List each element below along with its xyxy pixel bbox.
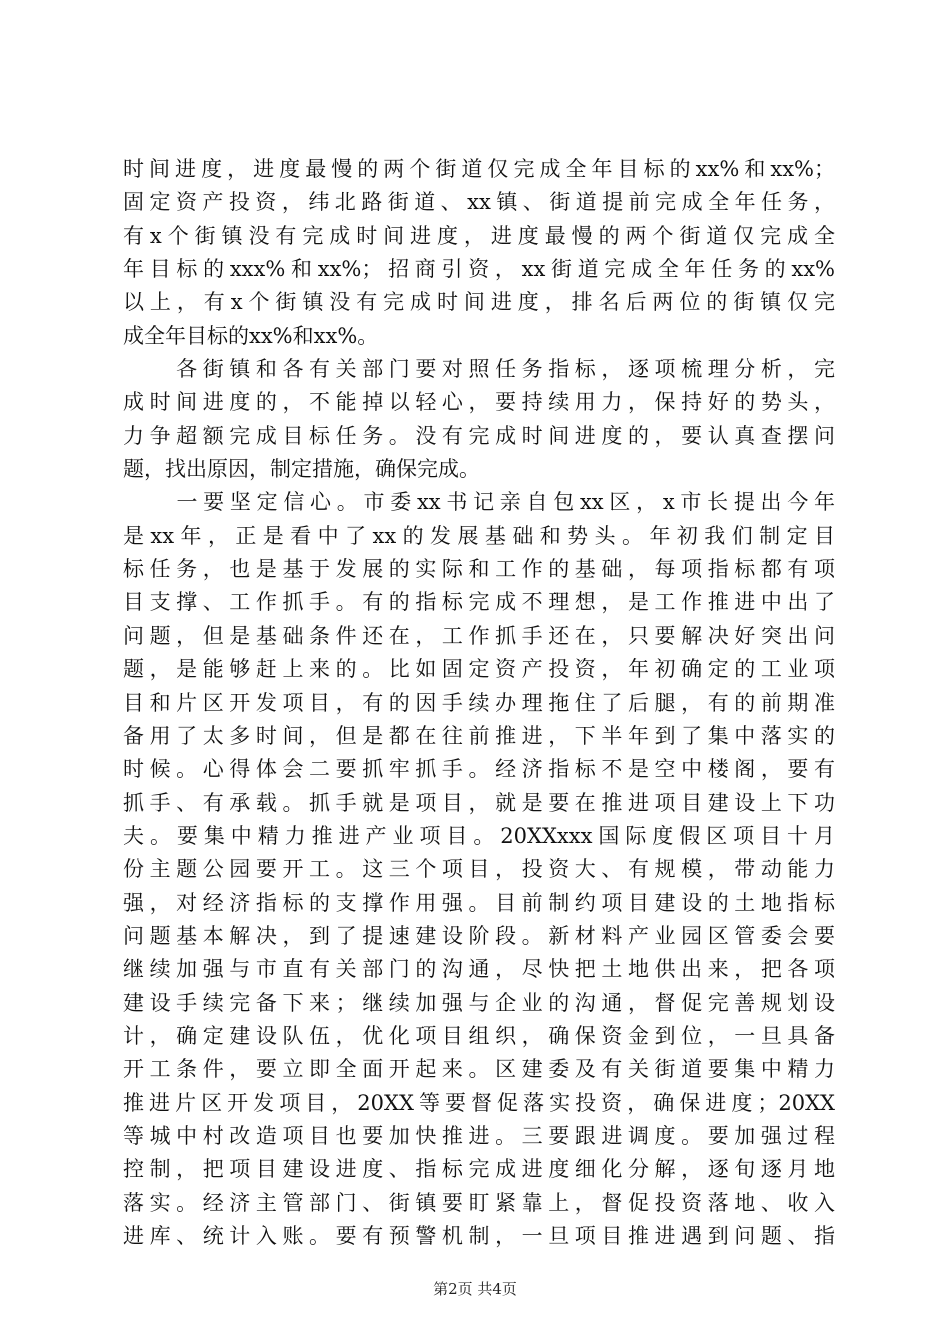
page-footer <box>0 1279 950 1299</box>
text-line: 力争超额完成目标任务。没有完成时间进度的，要认真查摆问 <box>123 423 835 448</box>
text-line: 推进片区开发项目，20XX等要督促落实投资，确保进度；20XX <box>123 1090 835 1115</box>
text-line: 夫。要集中精力推进产业项目。20XXxxx国际度假区项目十月 <box>123 823 835 848</box>
page-number-label: 第2页 共4页 <box>433 1280 517 1298</box>
text-line: 成全年目标的xx%和xx%。 <box>123 323 379 348</box>
text-line: 备用了太多时间，但是都在往前推进，下半年到了集中落实的 <box>123 723 835 748</box>
text-line: 标任务，也是基于发展的实际和工作的基础，每项指标都有项 <box>123 557 835 582</box>
text-line: 题，找出原因，制定措施，确保完成。 <box>123 457 480 482</box>
text-line: 计，确定建设队伍，优化项目组织，确保资金到位，一旦具备 <box>123 1023 835 1048</box>
text-line: 时候。心得体会二要抓牢抓手。经济指标不是空中楼阁，要有 <box>123 757 835 782</box>
text-line: 有x个街镇没有完成时间进度，进度最慢的两个街道仅完成全 <box>123 223 835 248</box>
text-line: 份主题公园要开工。这三个项目，投资大、有规模，带动能力 <box>123 857 835 882</box>
text-line: 各街镇和各有关部门要对照任务指标，逐项梳理分析，完 <box>123 357 835 382</box>
text-line: 建设手续完备下来；继续加强与企业的沟通，督促完善规划设 <box>123 990 835 1015</box>
text-line: 成时间进度的，不能掉以轻心，要持续用力，保持好的势头， <box>123 390 835 415</box>
text-line: 时间进度，进度最慢的两个街道仅完成全年目标的xx%和xx%； <box>123 157 835 181</box>
text-line: 以上，有x个街镇没有完成时间进度，排名后两位的街镇仅完 <box>123 290 835 315</box>
text-line: 问题基本解决，到了提速建设阶段。新材料产业园区管委会要 <box>123 923 835 948</box>
text-line: 落实。经济主管部门、街镇要盯紧靠上，督促投资落地、收入 <box>123 1190 835 1215</box>
text-line: 一要坚定信心。市委xx书记亲自包xx区，x市长提出今年 <box>123 490 835 515</box>
text-line: 固定资产投资，纬北路街道、xx镇、街道提前完成全年任务， <box>123 190 835 215</box>
text-line: 进库、统计入账。要有预警机制，一旦项目推进遇到问题、指 <box>123 1224 835 1248</box>
text-line: 是xx年，正是看中了xx的发展基础和势头。年初我们制定目 <box>123 523 835 548</box>
text-line: 继续加强与市直有关部门的沟通，尽快把土地供出来，把各项 <box>123 957 835 982</box>
text-line: 问题，但是基础条件还在，工作抓手还在，只要解决好突出问 <box>123 623 835 648</box>
text-line: 强，对经济指标的支撑作用强。目前制约项目建设的土地指标 <box>123 890 835 915</box>
text-line: 等城中村改造项目也要加快推进。三要跟进调度。要加强过程 <box>123 1123 835 1148</box>
text-line: 抓手、有承载。抓手就是项目，就是要在推进项目建设上下功 <box>123 790 835 815</box>
text-line: 开工条件，要立即全面开起来。区建委及有关街道要集中精力 <box>123 1057 835 1082</box>
text-line: 目和片区开发项目，有的因手续办理拖住了后腿，有的前期准 <box>123 690 835 715</box>
text-line: 年目标的xxx%和xx%；招商引资，xx街道完成全年任务的xx% <box>123 257 835 282</box>
body-text <box>123 153 835 1253</box>
text-line: 题，是能够赶上来的。比如固定资产投资，年初确定的工业项 <box>123 657 835 682</box>
text-line: 控制，把项目建设进度、指标完成进度细化分解，逐旬逐月地 <box>123 1157 835 1182</box>
text-line: 目支撑、工作抓手。有的指标完成不理想，是工作推进中出了 <box>123 590 835 615</box>
